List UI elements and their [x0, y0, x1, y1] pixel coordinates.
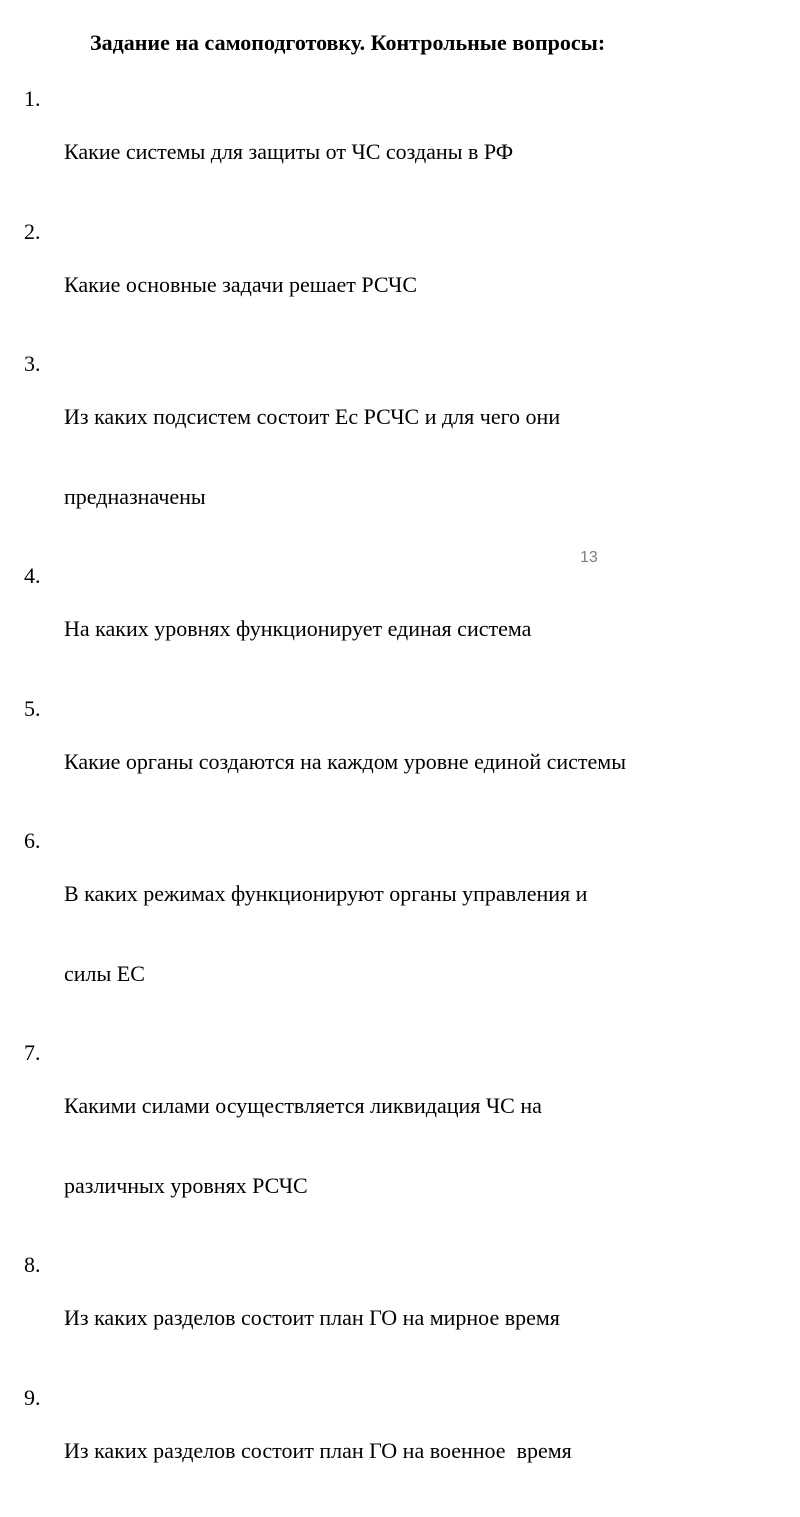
- question-text: [64, 219, 784, 352]
- question-line: Какими силами осуществляется ликвидация ЧС на: [64, 1093, 784, 1120]
- question-item: [24, 219, 784, 352]
- question-number: 3.: [24, 351, 64, 563]
- question-item: [24, 1040, 784, 1252]
- question-number: 7.: [24, 1040, 64, 1252]
- question-line: На каких уровнях функционирует единая система: [64, 616, 784, 643]
- question-line: Из каких разделов состоит план ГО на мирное время: [64, 1305, 784, 1332]
- question-list: [24, 86, 784, 1517]
- question-line: В каких режимах функционируют органы управления и: [64, 881, 784, 908]
- question-item: [24, 563, 784, 696]
- slide: [0, 0, 800, 600]
- question-text: [64, 351, 784, 563]
- question-number: 4.: [24, 563, 64, 696]
- question-text: [64, 1252, 784, 1385]
- question-number: 6.: [24, 828, 64, 1040]
- question-item: [24, 86, 784, 219]
- question-line: Какие системы для защиты от ЧС созданы в РФ: [64, 139, 784, 166]
- question-number: 1.: [24, 86, 64, 219]
- question-text: [64, 563, 784, 696]
- question-item: [24, 696, 784, 829]
- question-item: [24, 1385, 784, 1517]
- question-text: [64, 696, 784, 829]
- page-number: 13: [580, 548, 598, 568]
- question-line: Какие органы создаются на каждом уровне единой системы: [64, 749, 784, 776]
- question-line: силы ЕС: [64, 961, 784, 988]
- question-line: различных уровнях РСЧС: [64, 1173, 784, 1200]
- question-item: [24, 1252, 784, 1385]
- question-item: [24, 351, 784, 563]
- question-text: [64, 1385, 784, 1517]
- question-line: Из каких подсистем состоит Ес РСЧС и для чего они: [64, 404, 784, 431]
- question-text: [64, 828, 784, 1040]
- question-text: [64, 1040, 784, 1252]
- slide-title: Задание на самоподготовку. Контрольные вопросы:: [90, 29, 770, 57]
- question-number: 2.: [24, 219, 64, 352]
- question-line: Из каких разделов состоит план ГО на военное время: [64, 1438, 784, 1465]
- question-number: 8.: [24, 1252, 64, 1385]
- question-text: [64, 86, 784, 219]
- question-number: 9.: [24, 1385, 64, 1517]
- question-item: [24, 828, 784, 1040]
- question-number: 5.: [24, 696, 64, 829]
- question-line: предназначены: [64, 484, 784, 511]
- question-line: Какие основные задачи решает РСЧС: [64, 272, 784, 299]
